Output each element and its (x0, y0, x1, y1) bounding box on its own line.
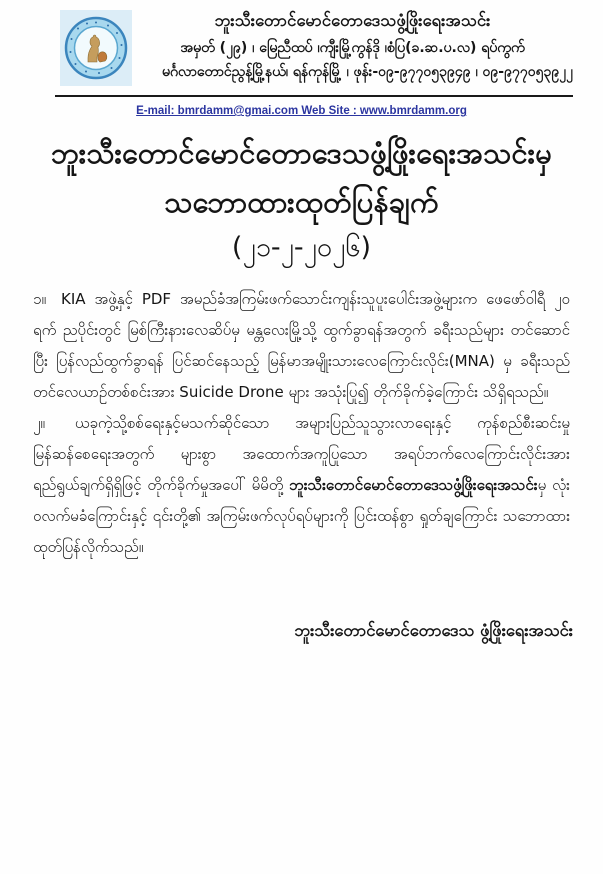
address-line-1: အမှတ် (၂၉) ၊ မြေညီထပ် ၊ကျီးမြို့ကွန်ဒို ၊စံပြ(ခ.ဆ.ပ.လ) ရပ်ကွက် (180, 39, 525, 56)
paragraph-1-text: ၁။ KIA အဖွဲ့နှင့် PDF အမည်ခံအကြမ်းဖက်သောင်းကျန်းသူပူးပေါင်းအဖွဲ့များက ဖေဖော်ဝါရီ ၂၀ ရက် ညပိုင်းတွင် မြစ်ကြီးနားလေဆိပ်မှ မန္တလေးမြို့သို့ ထွက်ခွာရန်အတွက် ခရီးသည်များ တင်ဆောင်ပြီး ပြန်လည်ထွက်ခွာရန် ပြင်ဆင်နေသည့် မြန်မာအမျိုးသားလေကြောင်းလိုင်း(MNA) မှ ခရီးသည်တင်လေယာဉ်တစ်စင်းအား Suicide Drone များ အသုံးပြု၍ တိုက်ခိုက်ခဲ့ကြောင်း သိရှိရသည်။ (33, 289, 570, 401)
title-line-2: သဘောထားထုတ်ပြန်ချက် (164, 184, 439, 219)
paragraph-2-text-end: မှ လုံးဝလက်မခံကြောင်းနှင့် ၎င်းတို့၏ အကြမ်းဖက်လုပ်ရပ်များကို ပြင်းထန်စွာ ရှုတ်ချကြောင်း သဘောထားထုတ်ပြန်လိုက်သည်။ (33, 475, 570, 556)
letterhead (0, 0, 603, 86)
statement-title (0, 129, 603, 268)
divider-rule (55, 95, 573, 97)
title-line-1: ဘူးသီးတောင်မောင်တောဒေသဖွံ့ဖြိုးရေးအသင်းမှ (50, 136, 553, 170)
letterhead-text (132, 10, 573, 80)
address-line-2: မင်္ဂလာတောင်ညွန့်မြို့နယ်၊ ရန်ကုန်မြို့ ၊ ဖုန်း-၀၉-၉၇၇၀၅၃၉၄၉ ၊ ၀၉-၉၇၇၀၅၃၉၂၂ (162, 64, 573, 81)
org-name: ဘူးသီးတောင်မောင်တောဒေသဖွံ့ဖြိုးရေးအသင်း (214, 11, 491, 30)
org-seal-icon (60, 10, 132, 86)
paragraph-2-text-start: ၂။ ယခုကဲ့သို့စစ်ရေးနှင့်မသက်ဆိုင်သော အများပြည်သူသွားလာရေးနှင့် ကုန်စည်စီးဆင်းမှု မြန်ဆန်စေရေးအတွက် များစွာ အထောက်အကူပြုသော အရပ်ဘက်လေကြောင်းလိုင်းအား ရည်ရွယ်ချက်ရှိရှိဖြင့် တိုက်ခိုက်မှုအပေါ် မိမိတို့ (33, 413, 570, 494)
contact-line: E-mail: bmrdamm@gmai.com Web Site : www.bmrdamm.org (136, 105, 467, 117)
paragraph-2 (33, 408, 570, 563)
signature-line: ဘူးသီးတောင်မောင်တောဒေသ ဖွံ့ဖြိုးရေးအသင်း (294, 621, 573, 640)
statement-body (33, 284, 570, 563)
paragraph-2-org-bold: ဘူးသီးတောင်မောင်တောဒေသဖွံ့ဖြိုးရေးအသင်း (289, 475, 538, 494)
statement-date: (၂၁-၂-၂၀၂၆) (231, 232, 372, 264)
paragraph-1 (33, 284, 570, 408)
